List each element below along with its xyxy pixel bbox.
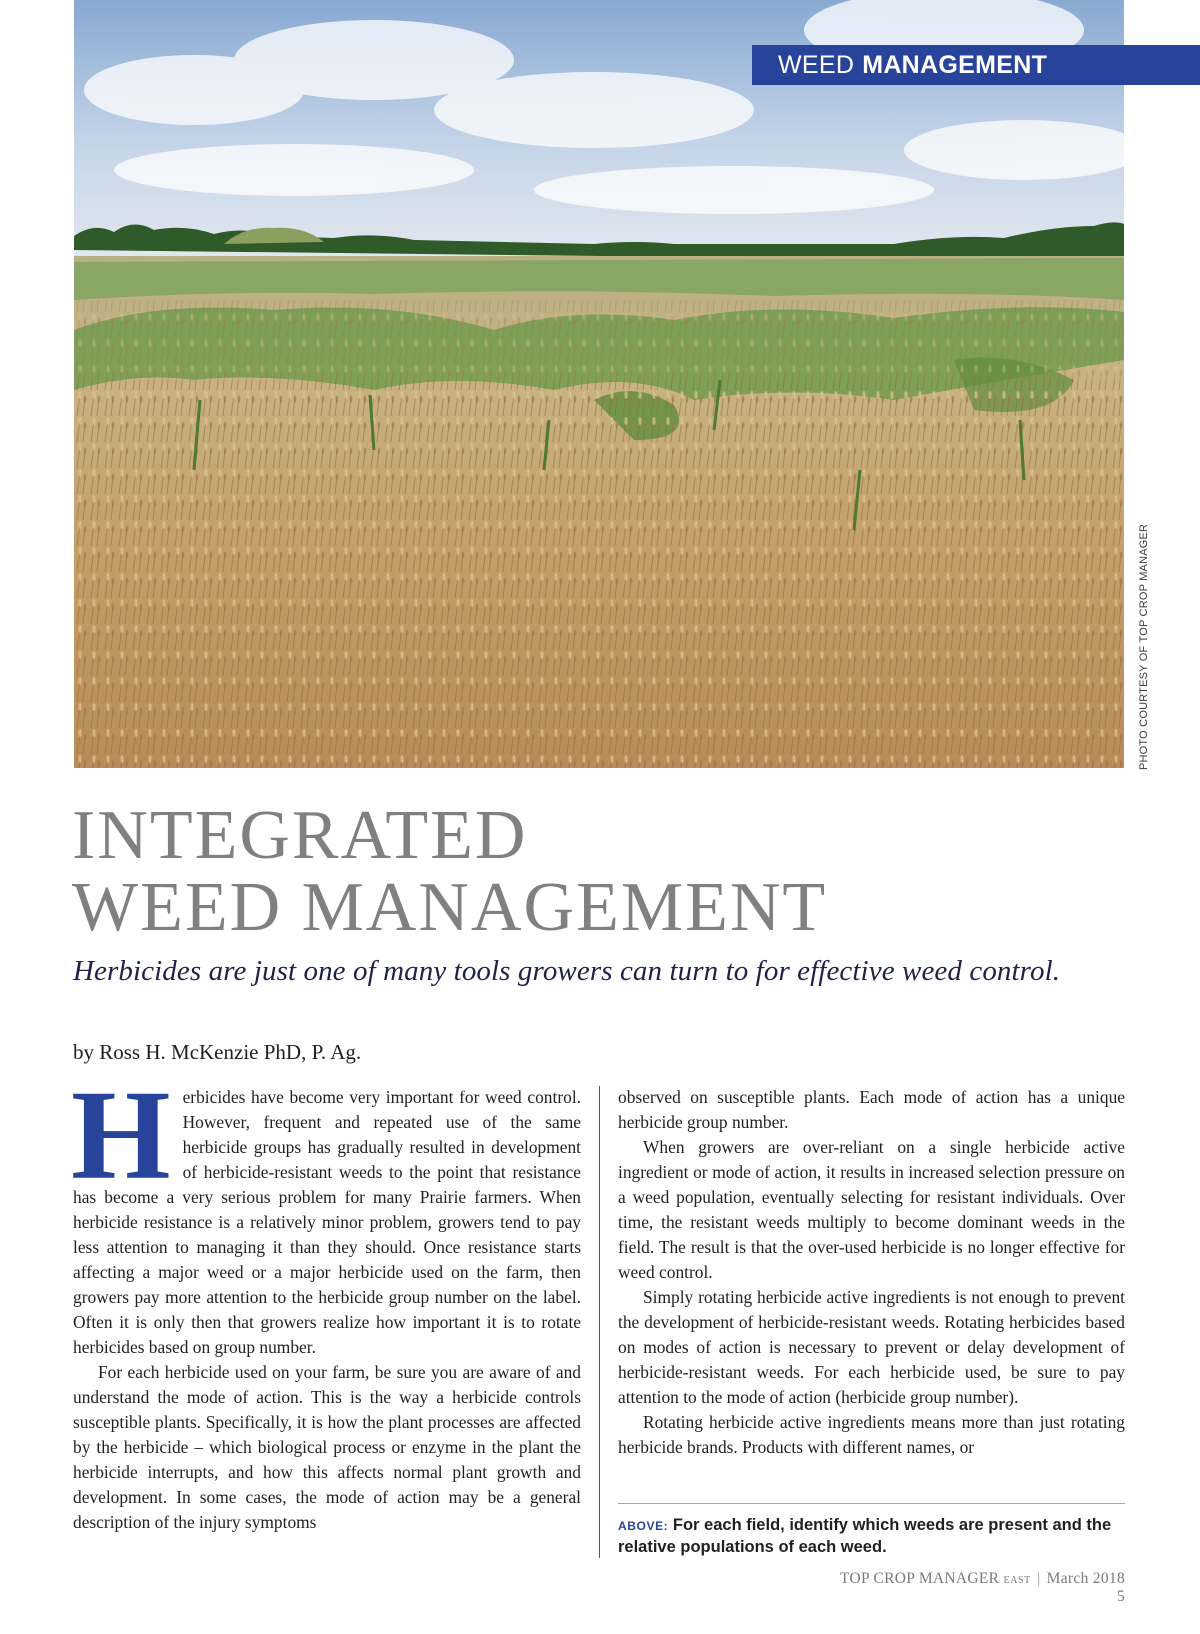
photo-credit: PHOTO COURTESY OF TOP CROP MANAGER <box>1138 523 1150 770</box>
issue-date: March 2018 <box>1046 1570 1125 1587</box>
paragraph: For each herbicide used on your farm, be sure you are aware of and understand the mode of action. This is the way a herbicide controls susceptible plants. Specifically, it is how the plant processes are affected by the herbicide – which biological process or enzyme in the plant the herbicide interrupts, and how this affects normal plant growth and development. In some cases, the mode of action may be a general description of the injury symptoms <box>73 1362 581 1532</box>
wheat-field-illustration <box>74 0 1124 768</box>
column-right <box>618 1085 1125 1460</box>
drop-cap: H <box>71 1064 171 1206</box>
paragraph <box>71 1064 581 1360</box>
footer-separator: | <box>1037 1570 1041 1587</box>
paragraph-text: erbicides have become very important for weed control. However, frequent and repeated use of the same herbicide groups has gradually resulted in development of herbicide-resistant weeds to the point that resistance has become a very serious problem for many Prairie farmers. When herbicide resistance is a relatively minor problem, growers tend to pay less attention to managing it than they should. Once resistance starts affecting a major weed or a major herbicide used on the farm, then growers pay more attention to the herbicide group number on the label. Often it is only then that growers realize how important it is to rotate herbicides based on group number. <box>73 1087 581 1357</box>
paragraph: When growers are over-reliant on a single herbicide active ingredient or mode of action, it results in increased selection pressure on a weed population, eventually selecting for resistant individuals. Over time, the resistant weeds multiply to become dominant weeds in the field. The result is that the over-used herbicide is no longer effective for weed control. <box>618 1137 1125 1282</box>
wheat-field-photo <box>74 0 1124 768</box>
section-tab <box>752 45 1200 85</box>
section-emphasis: MANAGEMENT <box>862 50 1048 79</box>
title-line-2: WEED MANAGEMENT <box>72 869 828 946</box>
page-footer <box>838 1570 1125 1606</box>
caption-lead: ABOVE: <box>618 1519 669 1533</box>
edition-label: EAST <box>1003 1575 1031 1586</box>
page-number: 5 <box>1116 1588 1125 1605</box>
byline: by Ross H. McKenzie PhD, P. Ag. <box>73 1040 362 1064</box>
paragraph: Rotating herbicide active ingredients means more than just rotating herbicide brands. Products with different names, or <box>618 1412 1125 1457</box>
magazine-name: TOP CROP MANAGER <box>840 1570 1000 1587</box>
caption-rule <box>618 1503 1125 1504</box>
photo-caption <box>618 1515 1125 1558</box>
paragraph: Simply rotating herbicide active ingredients is not enough to prevent the development of herbicide-resistant weeds. Rotating herbicides based on modes of action is necessary to prevent or delay development of herbicide-resistant weeds. For each herbicide used, be sure to pay attention to the mode of action (herbicide group number). <box>618 1287 1125 1407</box>
article-deck: Herbicides are just one of many tools growers can turn to for effective weed control. <box>73 955 1061 987</box>
title-line-1: INTEGRATED <box>72 797 528 874</box>
section-prefix: WEED <box>778 50 855 79</box>
caption-text: For each field, identify which weeds are present and the relative populations of each weed. <box>618 1516 1112 1556</box>
column-divider <box>599 1086 600 1558</box>
paragraph: observed on susceptible plants. Each mode of action has a unique herbicide group number. <box>618 1087 1125 1132</box>
column-left <box>71 1064 581 1535</box>
article-title <box>72 797 828 946</box>
